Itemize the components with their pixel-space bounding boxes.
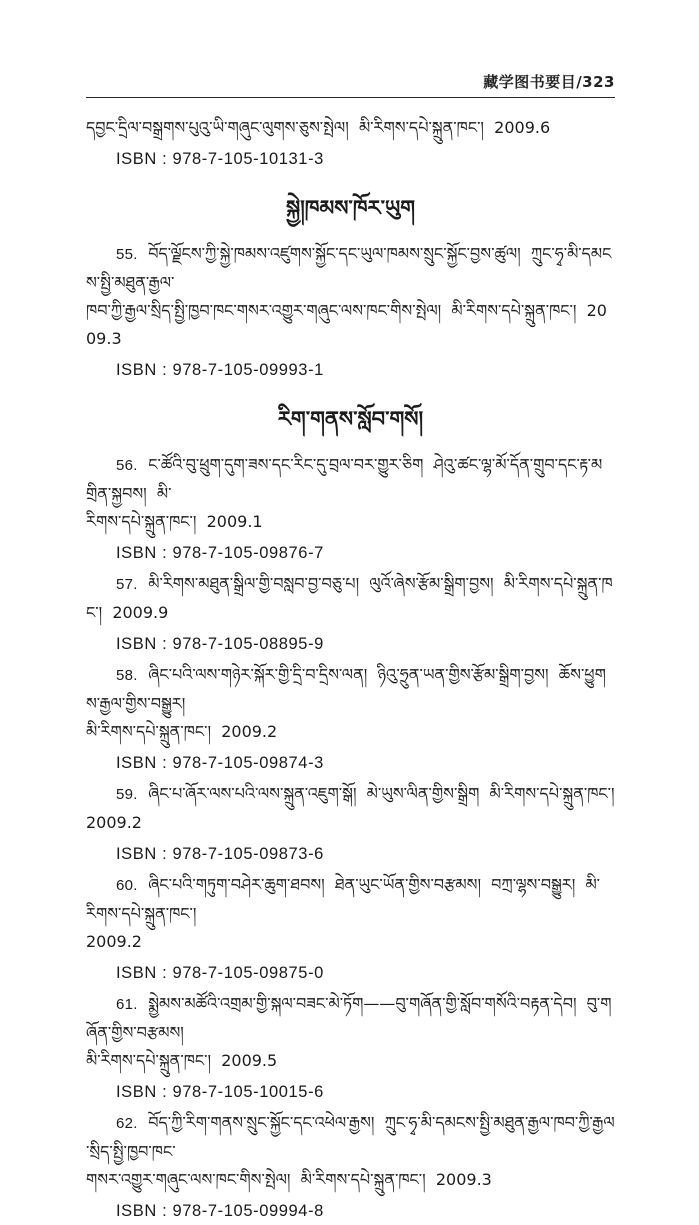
isbn-line bbox=[86, 1197, 615, 1225]
isbn-value: 978-7-105-09875-0 bbox=[172, 964, 324, 982]
isbn-line bbox=[86, 145, 615, 173]
isbn-label: ISBN : bbox=[116, 150, 173, 168]
isbn-line bbox=[86, 840, 615, 868]
entry-number: 62. bbox=[116, 1115, 143, 1132]
isbn-label: ISBN : bbox=[116, 1083, 173, 1101]
entry-line: 62. བོད་ཀྱི་རིག་གནས་སྲུང་སྐྱོང་དང་འཕེལ་རྒྱས། ཀྲུང་ཧྭ་མི་དམངས་སྤྱི་མཐུན་རྒྱལ་ཁབ་ཀྱི་རྒྱལ་སྲིད་སྤྱི་ཁྱབ་ཁང་ bbox=[86, 1113, 615, 1161]
isbn-line bbox=[86, 1078, 615, 1106]
isbn-label: ISBN : bbox=[116, 754, 173, 772]
entry-line: 59. ཞིང་པ་ཞོར་ལས་པའི་ལས་སྐྲུན་འཇུག་སྒོ། མེ་ཡུས་ལིན་གྱིས་སྒྲིག མི་རིགས་དཔེ་སྐྲུན་ཁང་། 2009.2 bbox=[86, 784, 625, 832]
header-title: 藏学图书要目 bbox=[483, 73, 577, 91]
isbn-label: ISBN : bbox=[116, 845, 173, 863]
entry-number: 59. bbox=[116, 786, 143, 803]
isbn-line bbox=[86, 959, 615, 987]
entry-line: མི་རིགས་དཔེ་སྐྲུན་ཁང་། 2009.5 bbox=[86, 1051, 278, 1070]
isbn-value: 978-7-105-09874-3 bbox=[172, 754, 324, 772]
isbn-value: 978-7-105-09876-7 bbox=[172, 544, 324, 562]
isbn-label: ISBN : bbox=[116, 544, 173, 562]
entry-line: 55. བོད་ལྗོངས་ཀྱི་སྐྱེ་ཁམས་འཛུགས་སྐྱོང་དང་ཡུལ་ཁམས་སྲུང་སྐྱོང་བྱས་ཚུལ། ཀྲུང་ཧྭ་མི་དམངས་སྤྱི་མཐུན་རྒྱལ་ bbox=[86, 244, 612, 292]
entry-line: མི་རིགས་དཔེ་སྐྲུན་ཁང་། 2009.2 bbox=[86, 722, 278, 741]
entry-number: 57. bbox=[116, 576, 143, 593]
isbn-line bbox=[86, 356, 615, 384]
isbn-label: ISBN : bbox=[116, 964, 173, 982]
isbn-value: 978-7-105-08895-9 bbox=[172, 635, 324, 653]
entry-line: 61. སྨྱེམས་མཚོའི་འགྲམ་གྱི་སྐལ་བཟང་མེ་ཏོག——བུ་གཞོན་གྱི་སློབ་གསོའི་བརྟན་དེབ། བུ་གཞོན་གྱིས་བརྩམས། bbox=[86, 994, 612, 1042]
isbn-label: ISBN : bbox=[116, 635, 173, 653]
entry-line: 58. ཞིང་པའི་ལས་གཉེར་སྐོར་གྱི་དྲི་བ་དྲིས་ལན། ཉིའུ་ཧྲུན་ཡན་གྱིས་རྩོམ་སྒྲིག་བྱས། ཆོས་ཕྱུགས་རྒྱལ་གྱིས་བསྒྱུར། bbox=[86, 665, 606, 713]
entry-line: རིགས་དཔེ་སྐྲུན་ཁང་། 2009.1 bbox=[86, 512, 263, 531]
page-number: /323 bbox=[576, 73, 615, 91]
isbn-line bbox=[86, 749, 615, 777]
entry-line: གསར་འགྱུར་གཞུང་ལས་ཁང་གིས་སྤེལ། མི་རིགས་དཔེ་སྐྲུན་ཁང་། 2009.3 bbox=[86, 1170, 492, 1189]
entry-number: 58. bbox=[116, 667, 143, 684]
isbn-value: 978-7-105-09873-6 bbox=[172, 845, 324, 863]
isbn-line bbox=[86, 630, 615, 658]
section-heading: སྐྱེ།ཁམས་ཁོར་ཡུག bbox=[285, 196, 416, 220]
entry-line: 56. ང་ཚོའི་བུ་ཕྲུག་དུག་ཟས་དང་རིང་དུ་བྲལ་བར་གྱུར་ཅིག ཤེའུ་ཚང་ལྷ་མོ་དོན་གྲུབ་དང་རྟ་མགྲིན་སྐྱབས། མི་ bbox=[86, 455, 603, 503]
entry-line: 60. ཞིང་པའི་གཏུག་བཤེར་ཆུག་ཐབས། ཐེན་ཡུང་ཡོན་གྱིས་བརྩམས། བཀྲ་ལྷས་བསྒྱུར། མི་རིགས་དཔེ་སྐྲུན་ཁང་། bbox=[86, 875, 601, 923]
isbn-value: 978-7-105-09993-1 bbox=[172, 361, 324, 379]
entry-line: དབྱང་དྲིལ་བསྒྲགས་པུའུ་ཡི་གཞུང་ལུགས་ཅུས་སྤེལ། མི་རིགས་དཔེ་སྐྲུན་ཁང་། 2009.6 bbox=[86, 118, 551, 137]
entry-number: 56. bbox=[116, 457, 143, 474]
page-body bbox=[86, 114, 625, 1225]
entry-line: ཁབ་ཀྱི་རྒྱལ་སྲིད་སྤྱི་ཁྱབ་ཁང་གསར་འགྱུར་གཞུང་ལས་ཁང་གིས་སྤེལ། མི་རིགས་དཔེ་སྐྲུན་ཁང་། 2009.3 bbox=[86, 301, 607, 348]
isbn-value: 978-7-105-09994-8 bbox=[172, 1202, 324, 1220]
isbn-line bbox=[86, 539, 615, 567]
section-heading: རིག་གནས་སློབ་གསོ། bbox=[277, 407, 424, 431]
isbn-value: 978-7-105-10131-3 bbox=[172, 150, 324, 168]
isbn-label: ISBN : bbox=[116, 361, 173, 379]
entry-line: 57. མི་རིགས་མཐུན་སྒྲིལ་གྱི་བསླབ་བྱ་བཅུ་པ། ལུའོ་ཞེས་རྩོམ་སྒྲིག་བྱས། མི་རིགས་དཔེ་སྐྲུན་ཁང་། 2009.9 bbox=[86, 574, 613, 622]
isbn-value: 978-7-105-10015-6 bbox=[172, 1083, 324, 1101]
isbn-label: ISBN : bbox=[116, 1202, 173, 1220]
running-header bbox=[86, 72, 615, 98]
entry-number: 55. bbox=[116, 246, 143, 263]
entry-number: 61. bbox=[116, 996, 143, 1013]
entry-line: 2009.2 bbox=[86, 932, 142, 951]
entry-number: 60. bbox=[116, 877, 143, 894]
